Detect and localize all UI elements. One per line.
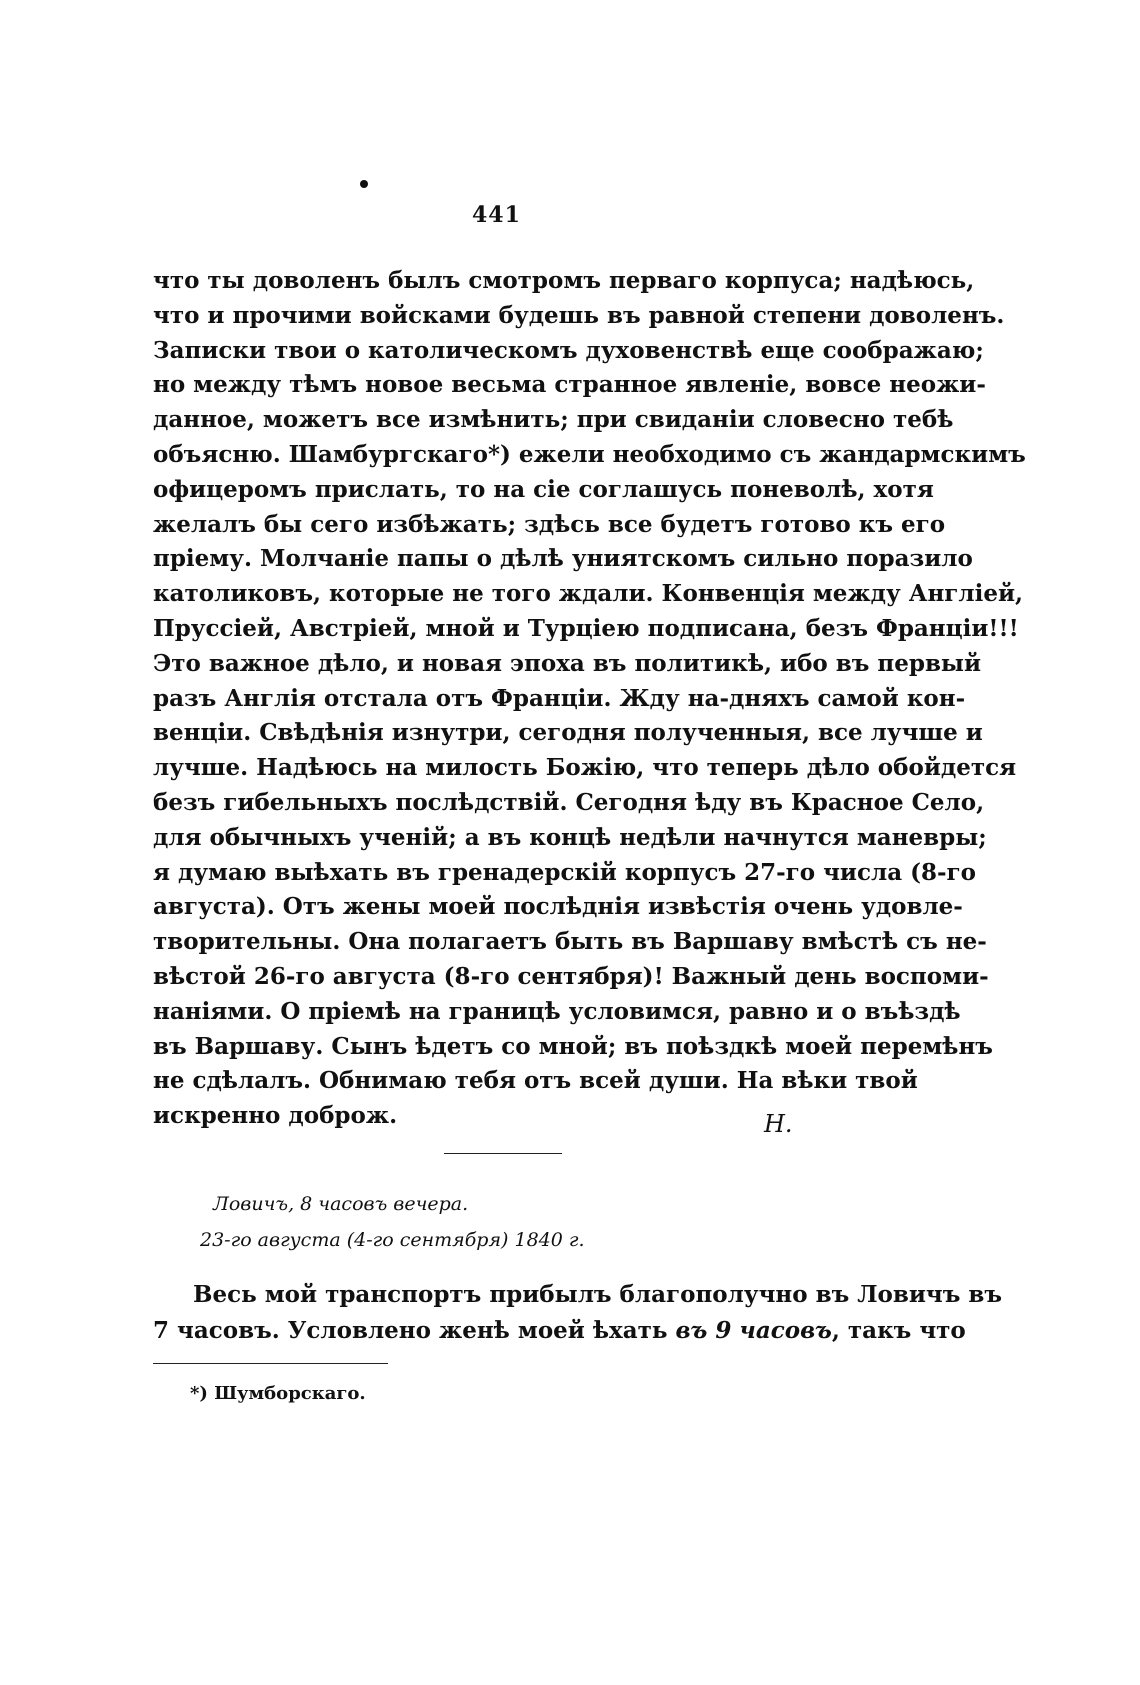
body-line: Пруссіей, Австріей, мной и Турціею подписана, безъ Франціи!!! bbox=[153, 614, 1019, 642]
second-letter-body bbox=[153, 1277, 1003, 1349]
body-line-part: 7 часовъ. Условлено женѣ моей ѣхать bbox=[153, 1317, 676, 1344]
body-line: объясню. Шамбургскаго*) ежели необходимо съ жандармскимъ bbox=[153, 440, 1026, 468]
footnote-divider bbox=[153, 1363, 388, 1364]
body-line: я думаю выѣхать въ гренадерскій корпусъ 27-го числа (8-го bbox=[153, 858, 976, 886]
body-line bbox=[153, 1313, 966, 1349]
body-line: для обычныхъ ученій; а въ концѣ недѣли начнутся маневры; bbox=[153, 823, 987, 851]
body-line: августа). Отъ жены моей послѣднія извѣстія очень удовле- bbox=[153, 893, 963, 921]
body-line: Записки твои о католическомъ духовенствѣ еще соображаю; bbox=[153, 336, 984, 364]
body-line: не сдѣлалъ. Обнимаю тебя отъ всей души. На вѣки твой bbox=[153, 1067, 918, 1095]
body-line: Это важное дѣло, и новая эпоха въ политикѣ, ибо въ первый bbox=[153, 649, 982, 677]
dateline-date: 23-го августа (4-го сентября) 1840 г. bbox=[200, 1229, 585, 1251]
signature: Н. bbox=[764, 1110, 793, 1138]
body-line: но между тѣмъ новое весьма странное явленіе, вовсе неожи- bbox=[153, 371, 986, 399]
body-line: что и прочими войсками будешь въ равной степени доволенъ. bbox=[153, 301, 1005, 329]
body-line: желалъ бы сего избѣжать; здѣсь все будетъ готово къ его bbox=[153, 510, 946, 538]
letter-body bbox=[153, 264, 1026, 1134]
footnote: *) Шумборскаго. bbox=[190, 1383, 366, 1404]
italic-phrase: въ 9 часовъ bbox=[675, 1317, 832, 1344]
body-line: что ты доволенъ былъ смотромъ перваго корпуса; надѣюсь, bbox=[153, 267, 975, 294]
body-line: наніями. О пріемѣ на границѣ условимся, равно и о въѣздѣ bbox=[153, 997, 961, 1025]
body-line: данное, можетъ все измѣнить; при свиданіи словесно тебѣ bbox=[153, 406, 954, 434]
body-line: искренно доброж. bbox=[153, 1102, 398, 1130]
body-line: венціи. Свѣдѣнія изнутри, сегодня полученныя, все лучше и bbox=[153, 719, 983, 747]
body-line: офицеромъ прислать, то на сіе соглашусь поневолѣ, хотя bbox=[153, 475, 934, 503]
body-line: вѣстой 26-го августа (8-го сентября)! Важный день воспоми- bbox=[153, 962, 989, 990]
body-line: безъ гибельныхъ послѣдствій. Сегодня ѣду въ Красное Село, bbox=[153, 788, 985, 816]
body-line: въ Варшаву. Сынъ ѣдетъ со мной; въ поѣздкѣ моей перемѣнъ bbox=[153, 1032, 993, 1060]
body-line: пріему. Молчаніе папы о дѣлѣ униятскомъ сильно поразило bbox=[153, 545, 973, 573]
ink-dot bbox=[360, 180, 368, 188]
dateline-place-time: Ловичъ, 8 часовъ вечера. bbox=[213, 1193, 469, 1215]
page-number: 441 bbox=[472, 202, 521, 228]
body-line: творительны. Она полагаетъ быть въ Варшаву вмѣстѣ съ не- bbox=[153, 928, 987, 956]
body-line: разъ Англія отстала отъ Франціи. Жду на-дняхъ самой кон- bbox=[153, 684, 966, 712]
body-line: католиковъ, которые не того ждали. Конвенція между Англіей, bbox=[153, 580, 1024, 608]
section-divider bbox=[444, 1153, 562, 1154]
body-line: лучше. Надѣюсь на милость Божію, что теперь дѣло обойдется bbox=[153, 754, 1017, 782]
body-line-part: , такъ что bbox=[831, 1317, 966, 1344]
body-line: Весь мой транспортъ прибылъ благополучно въ Ловичъ въ bbox=[193, 1281, 1003, 1308]
